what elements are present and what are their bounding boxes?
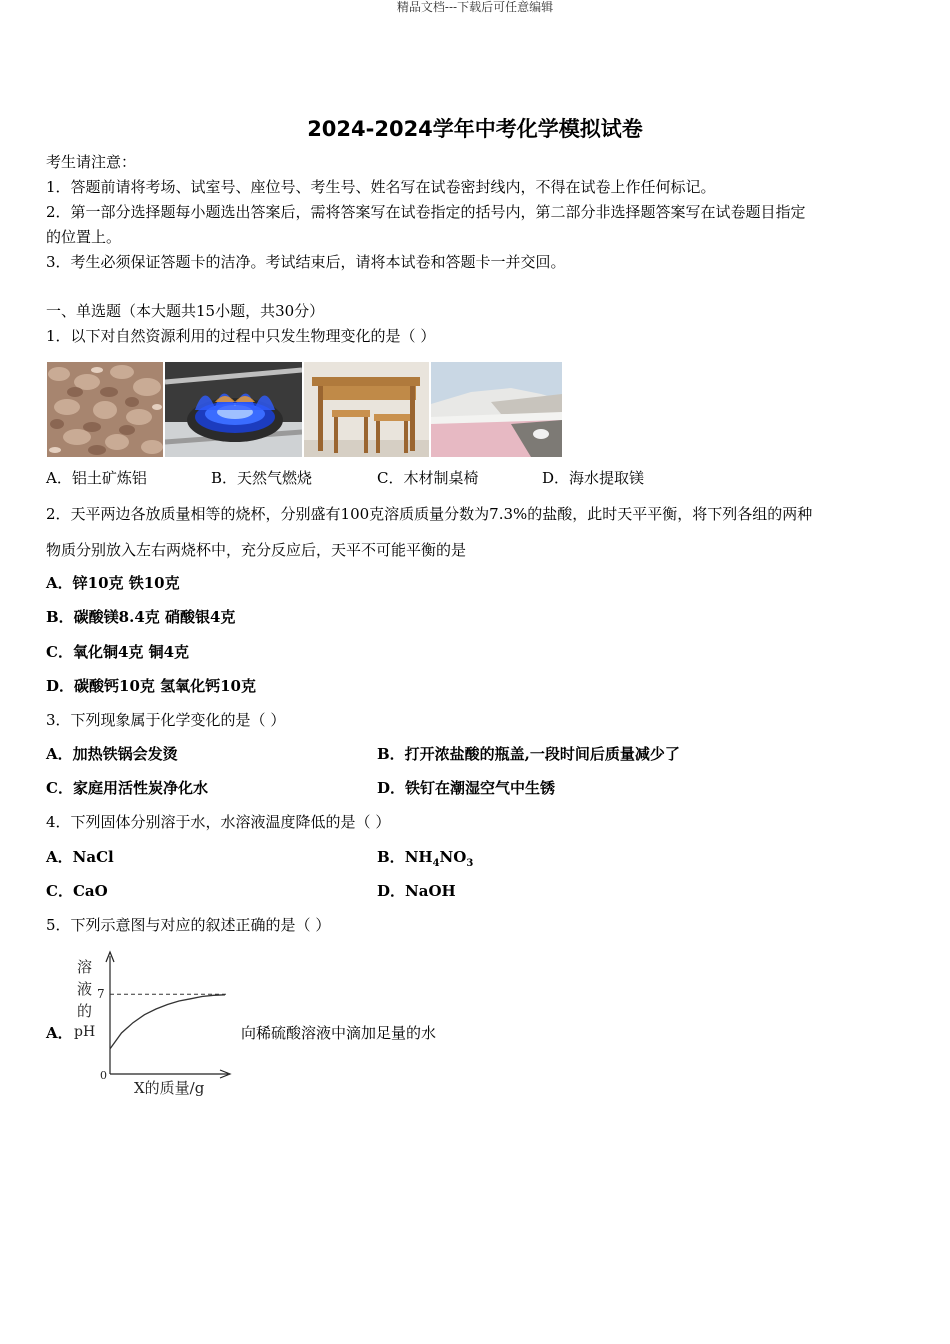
q5-option-a-text: 向稀硫酸溶液中滴加足量的水	[241, 1024, 437, 1042]
q3-option-d: D．铁钉在潮湿空气中生锈	[377, 779, 556, 797]
q2-option-b: B．碳酸镁8.4克 硝酸银4克	[46, 608, 236, 626]
q4-formula-part: NH	[404, 848, 433, 866]
notice-item-1: 1．答题前请将考场、试室号、座位号、考生号、姓名写在试卷密封线内，不得在试卷上作任何标记。	[46, 178, 716, 196]
q4-option-a: A．NaCl	[46, 848, 114, 866]
ylabel-char: 的	[77, 1002, 93, 1020]
page-title: 2024-2024学年中考化学模拟试卷	[307, 117, 643, 141]
q3-stem: 3．下列现象属于化学变化的是（ ）	[46, 711, 286, 729]
q4-option-b	[377, 847, 473, 874]
ph-curve	[110, 995, 225, 1049]
q2-option-d: D．碳酸钙10克 氢氧化钙10克	[46, 677, 256, 695]
q4-stem: 4．下列固体分别溶于水，水溶液温度降低的是（ ）	[46, 813, 391, 831]
q1-option-a: A．铝土矿炼铝	[46, 469, 147, 487]
q1-stem: 1．以下对自然资源利用的过程中只发生物理变化的是（ ）	[46, 327, 436, 345]
q3-option-c: C．家庭用活性炭净化水	[46, 779, 208, 797]
q1-option-b: B．天然气燃烧	[211, 469, 313, 487]
q5-option-a-label: A．	[46, 1024, 73, 1042]
wooden-desk-chairs-photo	[304, 362, 429, 457]
q1-option-d: D．海水提取镁	[542, 469, 645, 487]
origin-label: 0	[100, 1069, 107, 1082]
ylabel-char: 溶	[77, 958, 93, 976]
ph-chart	[70, 950, 240, 1100]
ylabel-char: pH	[74, 1024, 96, 1040]
notice-item-3: 3．考生必须保证答题卡的洁净。考试结束后，请将本试卷和答题卡一并交回。	[46, 253, 566, 271]
section-heading: 一、单选题（本大题共15小题，共30分）	[46, 302, 325, 320]
gas-stove-flame-photo	[165, 362, 302, 457]
bauxite-ore-photo	[47, 362, 163, 457]
q5-stem: 5．下列示意图与对应的叙述正确的是（ ）	[46, 916, 331, 934]
notice-heading: 考生请注意：	[46, 153, 137, 171]
q4-formula-sub: 3	[466, 858, 474, 869]
q4-formula-sub: 4	[432, 858, 440, 869]
q4-formula-part: NO	[439, 848, 467, 866]
q4-option-c: C．CaO	[46, 882, 108, 900]
q4-option-d: D．NaOH	[377, 882, 456, 900]
q1-option-c: C．木材制桌椅	[377, 469, 479, 487]
q3-option-a: A．加热铁锅会发烫	[46, 745, 178, 763]
q4-option-b-prefix: B．	[377, 848, 405, 866]
notice-item-2-cont: 的位置上。	[46, 228, 122, 246]
seawater-salt-field-photo	[431, 362, 562, 457]
page-header: 精品文档---下载后可任意编辑	[396, 0, 554, 14]
x-axis-label: X的质量/g	[134, 1079, 205, 1097]
notice-item-2: 2．第一部分选择题每小题选出答案后，需将答案写在试卷指定的括号内，第二部分非选择题答案写在试卷题目指定	[46, 203, 806, 221]
q2-option-a: A．锌10克 铁10克	[46, 574, 180, 592]
ph-7-tick-label: 7	[97, 987, 105, 1002]
q2-stem-line-2: 物质分别放入左右两烧杯中，充分反应后，天平不可能平衡的是	[46, 541, 467, 559]
q2-stem-line-1: 2．天平两边各放质量相等的烧杯，分别盛有100克溶质质量分数为7.3%的盐酸，此时天平平衡，将下列各组的两种	[46, 505, 813, 523]
q2-option-c: C．氧化铜4克 铜4克	[46, 643, 190, 661]
ylabel-char: 液	[77, 980, 93, 998]
q3-option-b: B．打开浓盐酸的瓶盖,一段时间后质量减少了	[377, 745, 680, 763]
